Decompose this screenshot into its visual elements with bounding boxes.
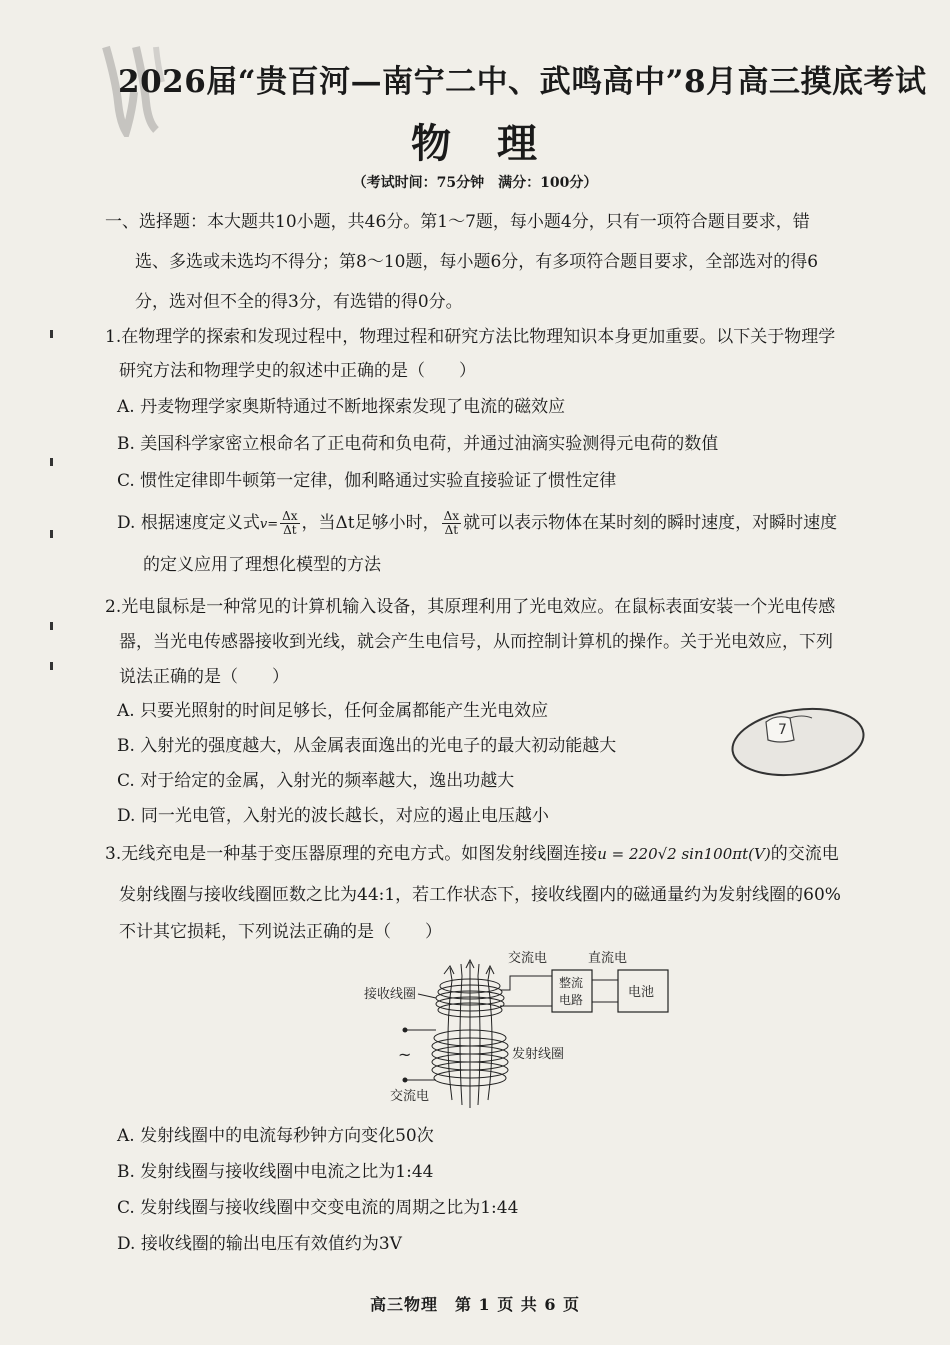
q3-stem-line-1 (105, 836, 915, 872)
fraction-denominator: Δt (283, 523, 297, 537)
label-ac-bottom: 交流电 (390, 1089, 430, 1104)
q2-stem-line-2: 器，当光电传感器接收到光线，就会产生电信号，从而控制计算机的操作。关于光电效应，下列 (119, 632, 833, 652)
margin-mark (50, 530, 53, 538)
q1-stem-line-1: 1.在物理学的探索和发现过程中，物理过程和研究方法比物理知识本身更加重要。以下关于物理学 (105, 327, 836, 347)
subject-char-2: 理 (497, 120, 539, 167)
q3-option-a: A. 发射线圈中的电流每秒钟方向变化50次 (117, 1126, 434, 1146)
exam-title: 2026届“贵百河—南宁二中、武鸣高中”8月高三摸底考试 (118, 64, 927, 100)
q2-option-a: A. 只要光照射的时间足够长，任何金属都能产生光电效应 (117, 701, 549, 721)
label-transmit-coil: 发射线圈 (512, 1047, 565, 1062)
label-receive-coil: 接收线圈 (364, 987, 417, 1002)
q1-velocity-symbol: v= (259, 517, 279, 532)
section-line-2: 选、多选或未选均不得分；第8～10题，每小题6分，有多项符合题目要求，全部选对的得6 (135, 252, 819, 272)
label-ac-top: 交流电 (508, 951, 548, 966)
wire-to-rectifier-top (500, 976, 552, 990)
label-dc: 直流电 (588, 951, 628, 966)
q1-option-d-line-2: 的定义应用了理想化模型的方法 (143, 555, 381, 575)
margin-mark (50, 330, 53, 338)
question-3 (105, 836, 915, 946)
label-battery: 电池 (628, 985, 655, 1000)
q1-option-b: B. 美国科学家密立根命名了正电荷和负电荷，并通过油滴实验测得元电荷的数值 (117, 434, 719, 454)
page-footer: 高三物理 第 1 页 共 6 页 (369, 1295, 581, 1314)
subject-char-1: 物 (411, 120, 453, 167)
mouse-label: 7 (778, 722, 787, 738)
margin-mark (50, 662, 53, 670)
exam-info: （考试时间：75分钟 满分：100分） (352, 175, 598, 191)
subject-title (0, 112, 950, 169)
q3-stem-line-3: 不计其它损耗，下列说法正确的是（ ） (119, 922, 442, 942)
wireless-charging-figure (360, 940, 690, 1120)
receive-coil-pointer (418, 994, 436, 998)
optical-mouse-figure (728, 700, 868, 780)
q3-formula: u = 220√2 sin100πt(V) (597, 845, 771, 863)
q3-stem-pre: 3.无线充电是一种基于变压器原理的充电方式。如图发射线圈连接 (105, 844, 598, 864)
q1-stem-line-2: 研究方法和物理学史的叙述中正确的是（ ） (119, 361, 476, 381)
q2-stem-line-3: 说法正确的是（ ） (119, 667, 289, 687)
q2-option-d: D. 同一光电管，入射光的波长越长，对应的遏止电压越小 (117, 806, 549, 826)
label-rectifier-1: 整流 (559, 976, 584, 990)
ac-tilde-symbol: ~ (398, 1045, 412, 1064)
label-rectifier-2: 电路 (559, 993, 584, 1007)
q1-option-d-mid: ，当Δt足够小时， (301, 513, 440, 533)
question-3-options (105, 1118, 915, 1262)
q3-stem-line-2: 发射线圈与接收线圈匝数之比为44:1，若工作状态下，接收线圈内的磁通量约为发射线圈的60% (119, 885, 841, 905)
q3-option-c: C. 发射线圈与接收线圈中交变电流的周期之比为1:44 (117, 1198, 519, 1218)
margin-mark (50, 622, 53, 630)
fraction-numerator: Δx (282, 509, 298, 523)
question-1 (105, 320, 915, 582)
q1-option-d-post: 就可以表示物体在某时刻的瞬时速度，对瞬时速度 (463, 513, 838, 533)
fraction-numerator: Δx (443, 509, 460, 523)
section-instructions (105, 202, 905, 322)
q2-option-c: C. 对于给定的金属，入射光的频率越大，逸出功越大 (117, 771, 515, 791)
q1-option-c: C. 惯性定律即牛顿第一定律，伽利略通过实验直接验证了惯性定律 (117, 471, 617, 491)
q3-stem-post: 的交流电 (770, 844, 839, 864)
q1-fraction-1 (280, 510, 299, 537)
margin-mark (50, 458, 53, 466)
section-line-1: 一、选择题：本大题共10小题，共46分。第1～7题，每小题4分，只有一项符合题目要求，错 (105, 212, 810, 232)
ac-terminal-icon (403, 1028, 408, 1033)
section-line-3: 分，选对但不全的得3分，有选错的得0分。 (135, 292, 463, 312)
fraction-denominator: Δt (444, 523, 459, 537)
q1-option-a: A. 丹麦物理学家奥斯特通过不断地探索发现了电流的磁效应 (117, 397, 566, 417)
q3-option-b: B. 发射线圈与接收线圈中电流之比为1:44 (117, 1162, 434, 1182)
ac-terminal-icon (403, 1078, 408, 1083)
q1-fraction-2 (442, 510, 461, 537)
q2-option-b: B. 入射光的强度越大，从金属表面逸出的光电子的最大初动能越大 (117, 736, 617, 756)
q1-option-d-pre: D. 根据速度定义式 (117, 513, 260, 533)
q1-option-d (105, 500, 915, 548)
q2-stem-line-1: 2.光电鼠标是一种常见的计算机输入设备，其原理利用了光电效应。在鼠标表面安装一个光电传感 (105, 597, 836, 617)
q3-option-d: D. 接收线圈的输出电压有效值约为3V (117, 1234, 402, 1254)
